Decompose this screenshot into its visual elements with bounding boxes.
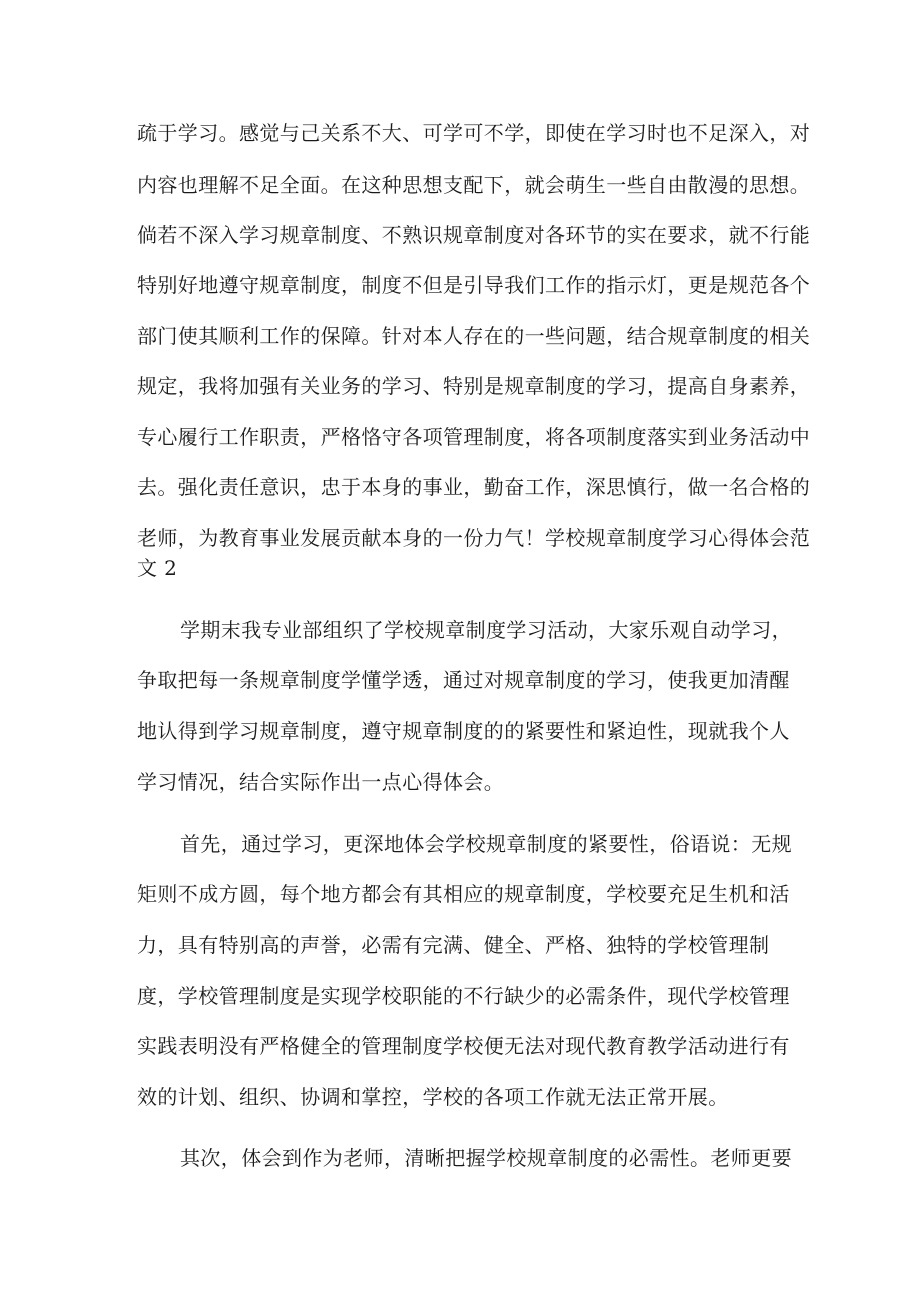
paragraph-start: 其次，体会到作为老师，清晰把握学校规章制度的必需性。老师更要 xyxy=(180,1146,792,1170)
text-line: 争取把每一条规章制度学懂学透，通过对规章制度的学习，使我更加清醒 xyxy=(137,668,790,692)
paragraph-start: 学期末我专业部组织了学校规章制度学习活动，大家乐观自动学习， xyxy=(180,618,792,642)
text-line: 特别好地遵守规章制度，制度不但是引导我们工作的指示灯，更是规范各个 xyxy=(137,273,811,297)
text-line: 专心履行工作职责，严格恪守各项管理制度，将各项制度落实到业务活动中 xyxy=(137,425,811,449)
text-line: 度，学校管理制度是实现学校职能的不行缺少的必需条件，现代学校管理 xyxy=(137,984,790,1008)
text-line: 倘若不深入学习规章制度、不熟识规章制度对各环节的实在要求，就不行能 xyxy=(137,223,811,247)
text-line: 去。强化责任意识，忠于本身的事业，勤奋工作，深思慎行，做一名合格的 xyxy=(137,475,811,499)
text-line: 实践表明没有严格健全的管理制度学校便无法对现代教育教学活动进行有 xyxy=(137,1034,790,1058)
paragraph-start: 首先，通过学习，更深地体会学校规章制度的紧要性，俗语说：无规 xyxy=(180,832,792,856)
text-line: 力，具有特别高的声誉，必需有完满、健全、严格、独特的学校管理制 xyxy=(137,933,770,957)
text-line: 疏于学习。感觉与己关系不大、可学可不学，即使在学习时也不足深入，对 xyxy=(137,121,811,145)
text-line: 部门使其顺利工作的保障。针对本人存在的一些问题，结合规章制度的相关 xyxy=(137,324,811,348)
heading-continuation: 文 2 xyxy=(137,556,178,580)
text-line: 学习情况，结合实际作出一点心得体会。 xyxy=(137,770,505,794)
text-line: 老师，为教育事业发展贡献本身的一份力气！学校规章制度学习心得体会范 xyxy=(137,526,811,550)
text-line: 矩则不成方圆，每个地方都会有其相应的规章制度，学校要充足生机和活 xyxy=(137,882,790,906)
text-line: 规定，我将加强有关业务的学习、特别是规章制度的学习，提高自身素养， xyxy=(137,374,811,398)
text-line: 内容也理解不足全面。在这种思想支配下，就会萌生一些自由散漫的思想。 xyxy=(137,173,811,197)
text-line: 效的计划、组织、协调和掌控，学校的各项工作就无法正常开展。 xyxy=(137,1085,729,1109)
text-line: 地认得到学习规章制度，遵守规章制度的的紧要性和紧迫性，现就我个人 xyxy=(137,719,790,743)
